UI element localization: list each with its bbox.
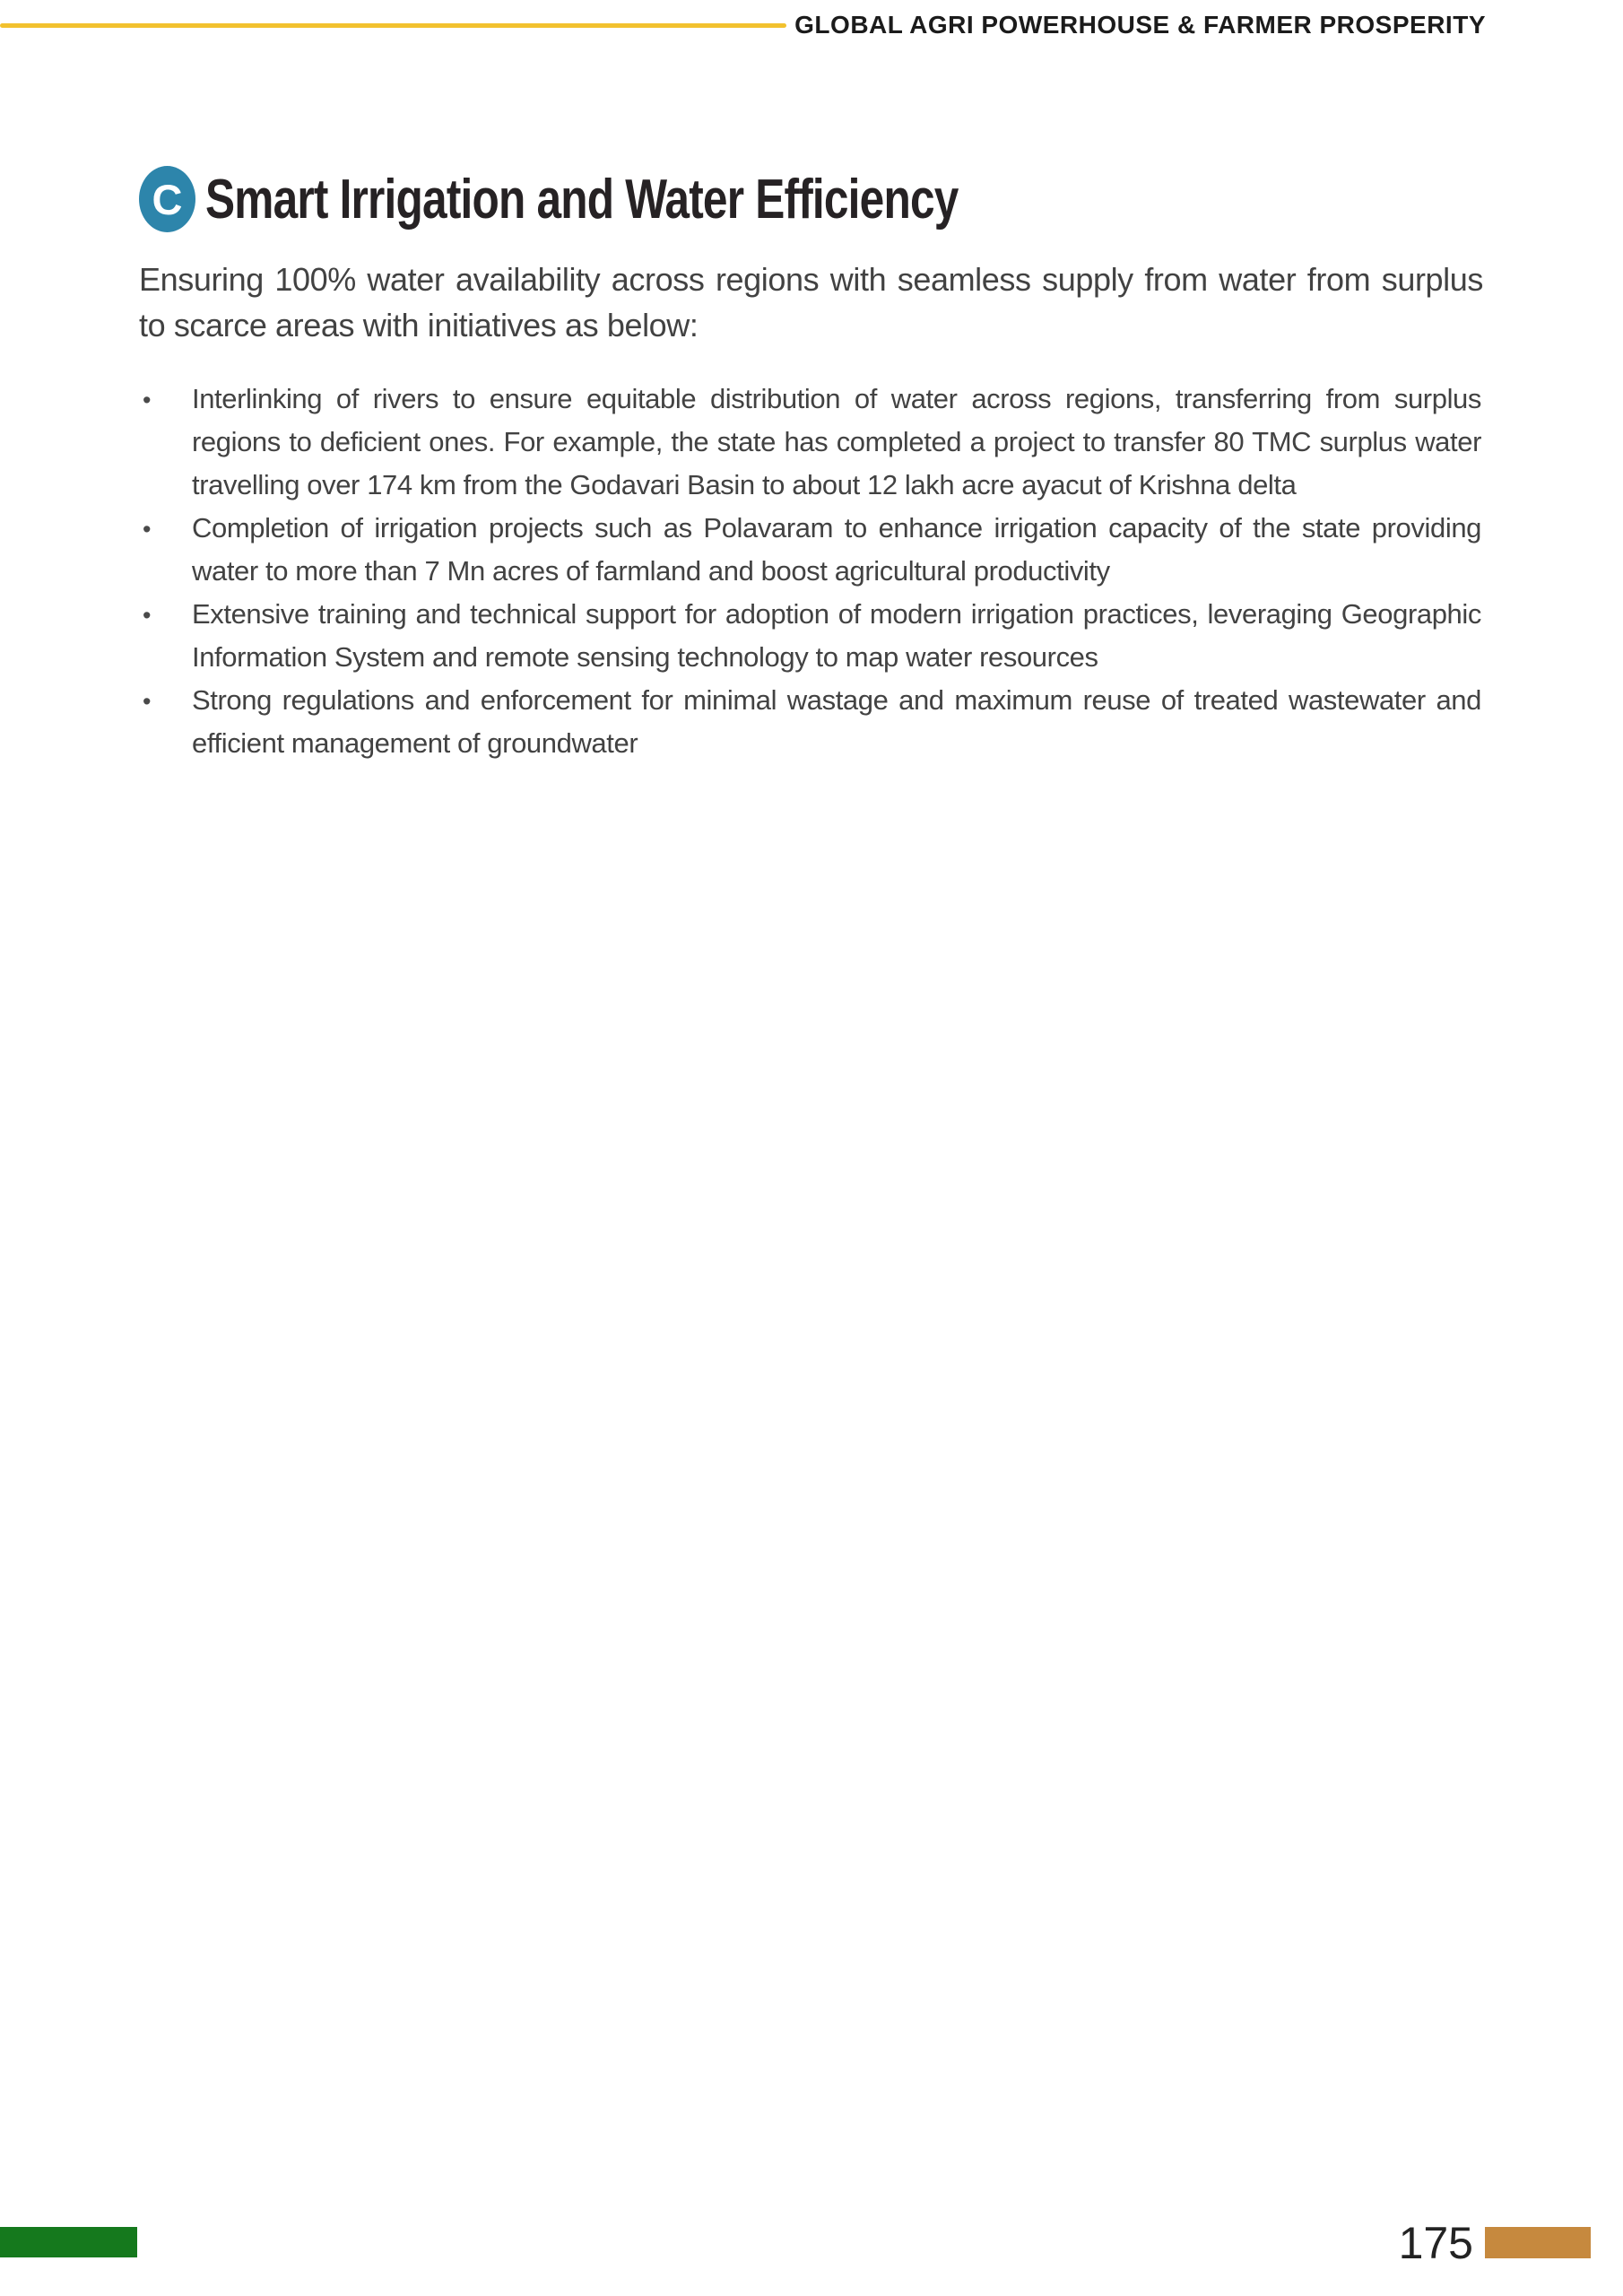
bullet-text: Interlinking of rivers to ensure equitable distribution of water across regions, transferring from surplus regions to deficient ones. For example, the state has completed a project to transfer 80 TMC surplus water travelling over 174 km from the Godavari Basin to about 12 lakh acre ayacut of Krishna delta [192, 383, 1481, 500]
page-number: 175 [1398, 2218, 1473, 2268]
section-heading [139, 166, 1146, 232]
list-item [139, 593, 1481, 679]
section-title: Smart Irrigation and Water Efficiency [205, 168, 959, 230]
bullet-text: Strong regulations and enforcement for minimal wastage and maximum reuse of treated wastewater and efficient management of groundwater [192, 684, 1481, 759]
page-header [0, 0, 1486, 50]
bullet-text: Completion of irrigation projects such as Polavaram to enhance irrigation capacity of the state providing water to more than 7 Mn acres of farmland and boost agricultural productivity [192, 512, 1481, 587]
bullet-text: Extensive training and technical support for adoption of modern irrigation practices, leveraging Geographic Information System and remote sensing technology to map water resources [192, 598, 1481, 673]
header-accent-rule [0, 23, 786, 28]
header-title: GLOBAL AGRI POWERHOUSE & FARMER PROSPERITY [794, 11, 1486, 39]
list-item [139, 378, 1481, 507]
footer-right-bar [1485, 2227, 1591, 2258]
list-item [139, 679, 1481, 765]
bullet-list [139, 378, 1481, 765]
section-letter-badge: C [139, 166, 195, 232]
footer-left-bar [0, 2227, 137, 2257]
list-item [139, 507, 1481, 593]
intro-paragraph: Ensuring 100% water availability across regions with seamless supply from water from surplus to scarce areas with initiatives as below: [139, 261, 1483, 344]
